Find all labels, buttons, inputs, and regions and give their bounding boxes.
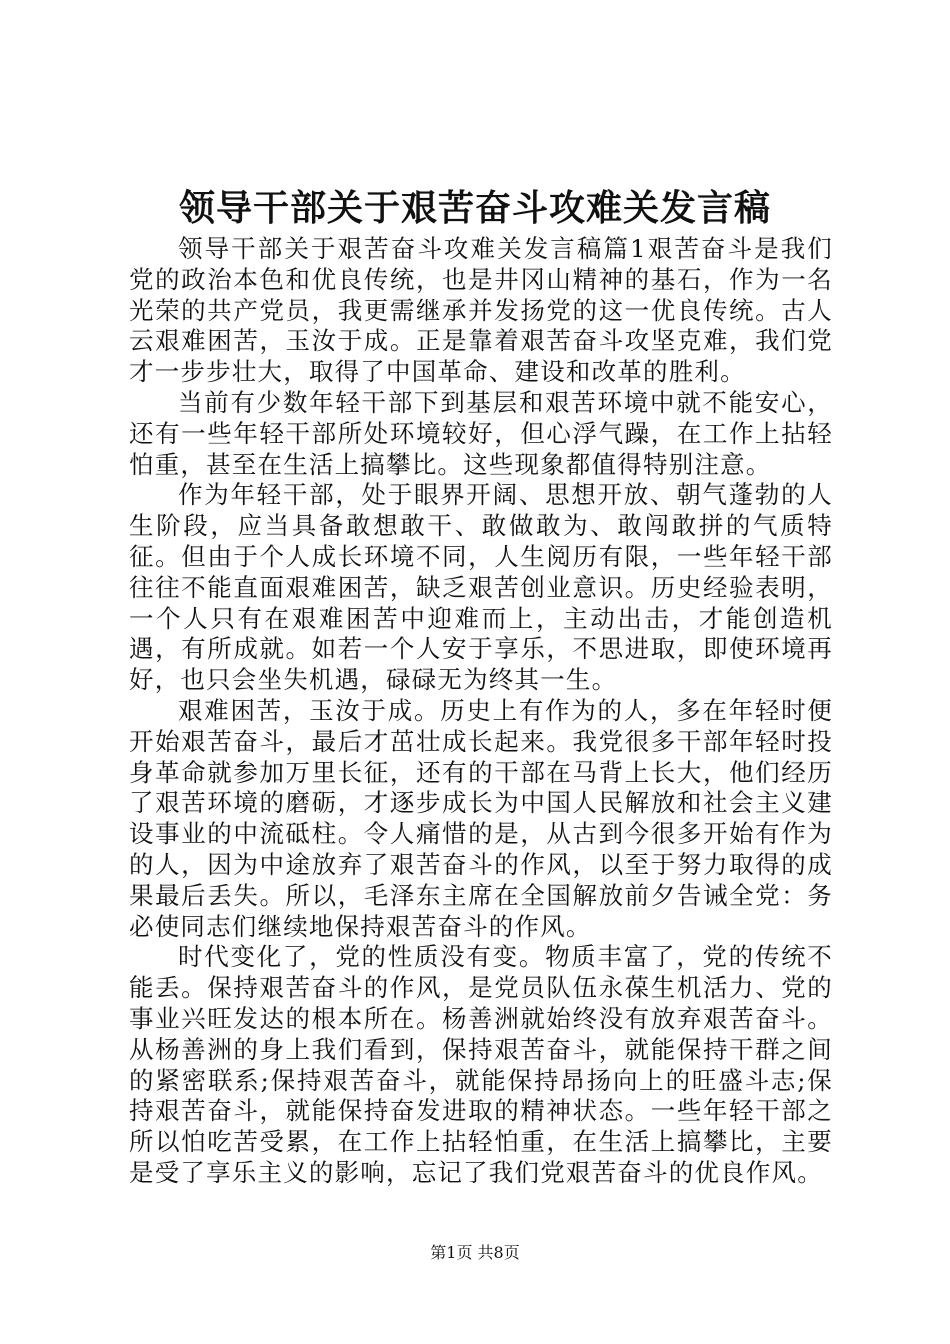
paragraph: 作为年轻干部，处于眼界开阔、思想开放、朝气蓬勃的人生阶段，应当具备敢想敢干、敢做敢为、敢闯敢拼的气质特征。但由于个人成长环境不同，人生阅历有限，一些年轻干部往往不能直面艰难困苦，缺乏艰苦创业意识。历史经验表明，一个人只有在艰难困苦中迎难而上，主动出击，才能创造机遇，有所成就。如若一个人安于享乐，不思进取，即使环境再好，也只会坐失机遇，碌碌无为终其一生。 — [129, 480, 833, 695]
paragraph: 时代变化了，党的性质没有变。物质丰富了，党的传统不能丢。保持艰苦奋斗的作风，是党员队伍永葆生机活力、党的事业兴旺发达的根本所在。杨善洲就始终没有放弃艰苦奋斗。从杨善洲的身上我们看到，保持艰苦奋斗，就能保持干群之间的紧密联系;保持艰苦奋斗，就能保持昂扬向上的旺盛斗志;保持艰苦奋斗，就能保持奋发进取的精神状态。一些年轻干部之所以怕吃苦受累，在工作上拈轻怕重，在生活上搞攀比，主要是受了享乐主义的影响，忘记了我们党艰苦奋斗的优良作风。 — [129, 942, 833, 1187]
paragraph: 艰难困苦，玉汝于成。历史上有作为的人，多在年轻时便开始艰苦奋斗，最后才茁壮成长起来。我党很多干部年轻时投身革命就参加万里长征，还有的干部在马背上长大，他们经历了艰苦环境的磨砺，才逐步成长为中国人民解放和社会主义建设事业的中流砥柱。令人痛惜的是，从古到今很多开始有作为的人，因为中途放弃了艰苦奋斗的作风，以至于努力取得的成果最后丢失。所以，毛泽东主席在全国解放前夕告诫全党：务必使同志们继续地保持艰苦奋斗的作风。 — [129, 695, 833, 941]
document-title: 领导干部关于艰苦奋斗攻难关发言稿 — [178, 187, 771, 229]
paragraph: 当前有少数年轻干部下到基层和艰苦环境中就不能安心，还有一些年轻干部所处环境较好，但心浮气躁，在工作上拈轻怕重，甚至在生活上搞攀比。这些现象都值得特别注意。 — [129, 387, 833, 479]
document-body — [129, 234, 833, 1189]
paragraph: 领导干部关于艰苦奋斗攻难关发言稿篇1艰苦奋斗是我们党的政治本色和优良传统，也是井冈山精神的基石，作为一名光荣的共产党员，我更需继承并发扬党的这一优良传统。古人云艰难困苦，玉汝于成。正是靠着艰苦奋斗攻坚克难，我们党才一步步壮大，取得了中国革命、建设和改革的胜利。 — [129, 234, 833, 387]
page-number-footer: 第1页 共8页 — [430, 1243, 520, 1262]
